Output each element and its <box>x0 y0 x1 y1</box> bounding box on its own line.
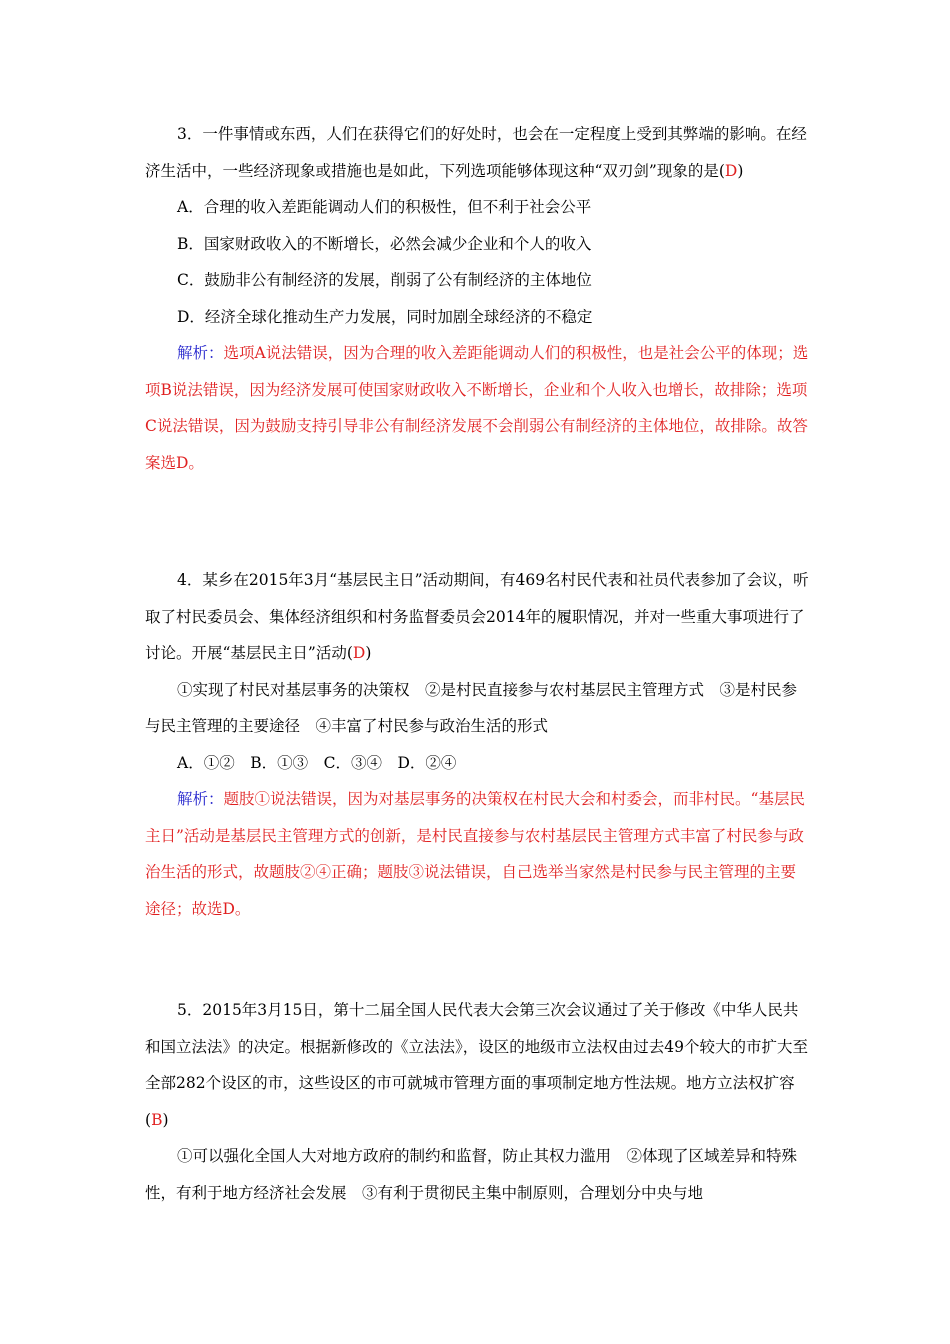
question-4-stem: 4．某乡在2015年3月“基层民主日”活动期间，有469名村民代表和社员代表参加了会议，听取了村民委员会、集体经济组织和村务监督委员会2014年的履职情况，并对一些重大事项进行了讨论。开展“基层民主日”活动(D) <box>145 571 809 662</box>
question-3-option-d: D．经济全球化推动生产力发展，同时加剧全球经济的不稳定 <box>177 307 593 326</box>
question-3-answer: D <box>724 161 738 180</box>
question-3-option-a: A．合理的收入差距能调动人们的积极性，但不利于社会公平 <box>177 198 592 216</box>
question-5-statements: ①可以强化全国人大对地方政府的制约和监督，防止其权力滥用 ②体现了区域差异和特殊性，有利于地方经济社会发展 ③有利于贯彻民主集中制原则，合理划分中央与地 <box>145 1147 798 1202</box>
question-3-option-c: C．鼓励非公有制经济的发展，削弱了公有制经济的主体地位 <box>177 271 592 289</box>
question-4 <box>145 562 810 927</box>
question-4-choices: A．①② B．①③ C．③④ D．②④ <box>177 753 457 772</box>
analysis-label: 解析： <box>177 344 224 362</box>
question-4-analysis: 解析：题肢①说法错误，因为对基层事务的决策权在村民大会和村委会，而非村民。“基层民主日”活动是基层民主管理方式的创新，是村民直接参与农村基层民主管理方式丰富了村民参与政治生活的形式，故题肢②④正确；题肢③说法错误，自己选举当家然是村民参与民主管理的主要途径；故选D。 <box>145 790 805 918</box>
question-5-stem: 5．2015年3月15日，第十二届全国人民代表大会第三次会议通过了关于修改《中华人民共和国立法法》的决定。根据新修改的《立法法》，设区的地级市立法权由过去49个较大的市扩大至全部282个设区的市，这些设区的市可就城市管理方面的事项制定地方性法规。地方立法权扩容(B) <box>145 1001 808 1129</box>
question-5 <box>145 992 810 1211</box>
question-4-answer: D <box>352 644 366 662</box>
question-5-answer: B <box>151 1110 163 1129</box>
question-3-analysis: 解析：选项A说法错误，因为合理的收入差距能调动人们的积极性，也是社会公平的体现；选项B说法错误，因为经济发展可使国家财政收入不断增长，企业和个人收入也增长，故排除；选项C说法错误，因为鼓励支持引导非公有制经济发展不会削弱公有制经济的主体地位，故排除。故答案选D。 <box>145 344 809 472</box>
question-4-statements: ①实现了村民对基层事务的决策权 ②是村民直接参与农村基层民主管理方式 ③是村民参与民主管理的主要途径 ④丰富了村民参与政治生活的形式 <box>145 680 798 735</box>
analysis-label: 解析： <box>177 790 224 808</box>
question-3-stem: 3．一件事情或东西，人们在获得它们的好处时，也会在一定程度上受到其弊端的影响。在经济生活中，一些经济现象或措施也是如此，下列选项能够体现这种“双刃剑”现象的是(D) <box>145 125 807 180</box>
question-3 <box>145 116 810 481</box>
question-3-option-b: B．国家财政收入的不断增长，必然会减少企业和个人的收入 <box>177 234 592 253</box>
